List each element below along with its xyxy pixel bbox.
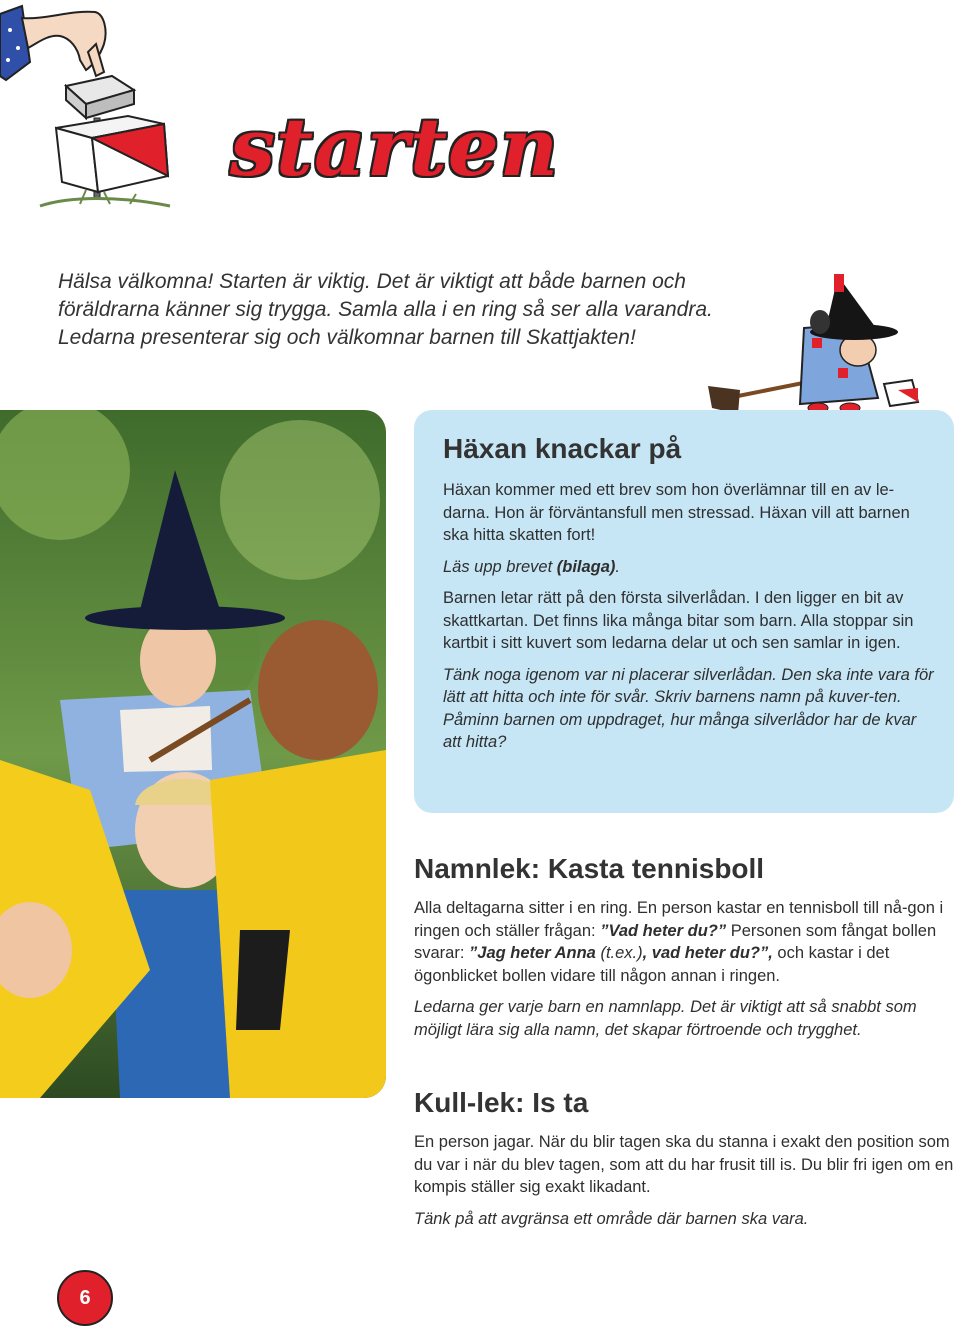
section-tip: Ledarna ger varje barn en namnlapp. Det är viktigt att så snabbt som möjligt lära sig alla namn, det skapar förtroende och trygghet. [414,998,917,1039]
box-title: Häxan knackar på [443,433,682,464]
box-paragraph: Barnen letar rätt på den första silverlådan. I den ligger en bit av skattkartan. Det finns lika många bitar som barn. Alla stoppar sin kartbit i sitt kuvert som ledarna delar ut och sen samlar in igen. [443,589,914,652]
section-title: Namnlek: Kasta tennisboll [414,853,765,884]
text-span: Alla deltagarna sitter i en ring. En person kastar en tennisboll till nå-gon i ringen och ställer frågan: [414,899,944,940]
info-box-content [443,433,937,763]
text-bold-italic: ”Jag heter Anna [469,944,596,962]
text-span: Personen som fångat bollen svarar: [414,921,937,962]
section-name-game [414,853,954,1050]
orienteering-flag-illustration [0,0,200,215]
children-with-witch-photo [0,410,386,1098]
box-paragraph-letter [443,556,937,579]
text-italic: (t.ex.) [595,944,643,962]
section-tip: Tänk på att avgränsa ett område där barnen ska vara. [414,1209,809,1228]
text-bold-italic: , vad heter du?”, [642,944,773,962]
flying-witch-illustration [708,268,930,418]
box-paragraph-tip: Tänk noga igenom var ni placerar silverlådan. Den ska inte vara för lätt att hitta och inte för svår. Skriv barnens namn på kuver-ten. Påminn barnen om uppdraget, hur många silverlådor har de kvar att hitta? [443,665,934,751]
text-bold: (bilaga) [556,557,616,576]
intro-text [58,268,758,352]
page-title: starten [230,100,559,194]
intro-line: Ledarna presenterar sig och välkomnar barnen till Skattjakten! [58,326,636,349]
text-span: . [615,557,621,576]
text-span: Läs upp brevet [443,557,557,576]
text-bold-italic: ”Vad heter du?” [600,921,727,940]
box-paragraph: Häxan kommer med ett brev som hon överlämnar till en av le-darna. Hon är förväntansfull men stressad. Häxan vill att barnen ska hitta skatten fort! [443,481,910,544]
page-number-badge: 6 [57,1270,113,1326]
section-paragraph [414,897,954,987]
section-freeze-tag [414,1087,954,1239]
text-span: och kastar i det ögonblicket bollen vidare till någon annan i ringen. [414,944,890,985]
intro-line: Hälsa välkomna! Starten är viktig. Det är viktigt att både barnen och [58,270,686,293]
section-paragraph: En person jagar. När du blir tagen ska du stanna i exakt den position som du var i när du blev tagen, som att du har frusit till is. Du blir fri igen om en kompis ställer sig exakt likadant. [414,1133,954,1196]
intro-line: föräldrarna känner sig trygga. Samla alla i en ring så ser alla varandra. [58,298,713,321]
section-title: Kull-lek: Is ta [414,1087,589,1118]
